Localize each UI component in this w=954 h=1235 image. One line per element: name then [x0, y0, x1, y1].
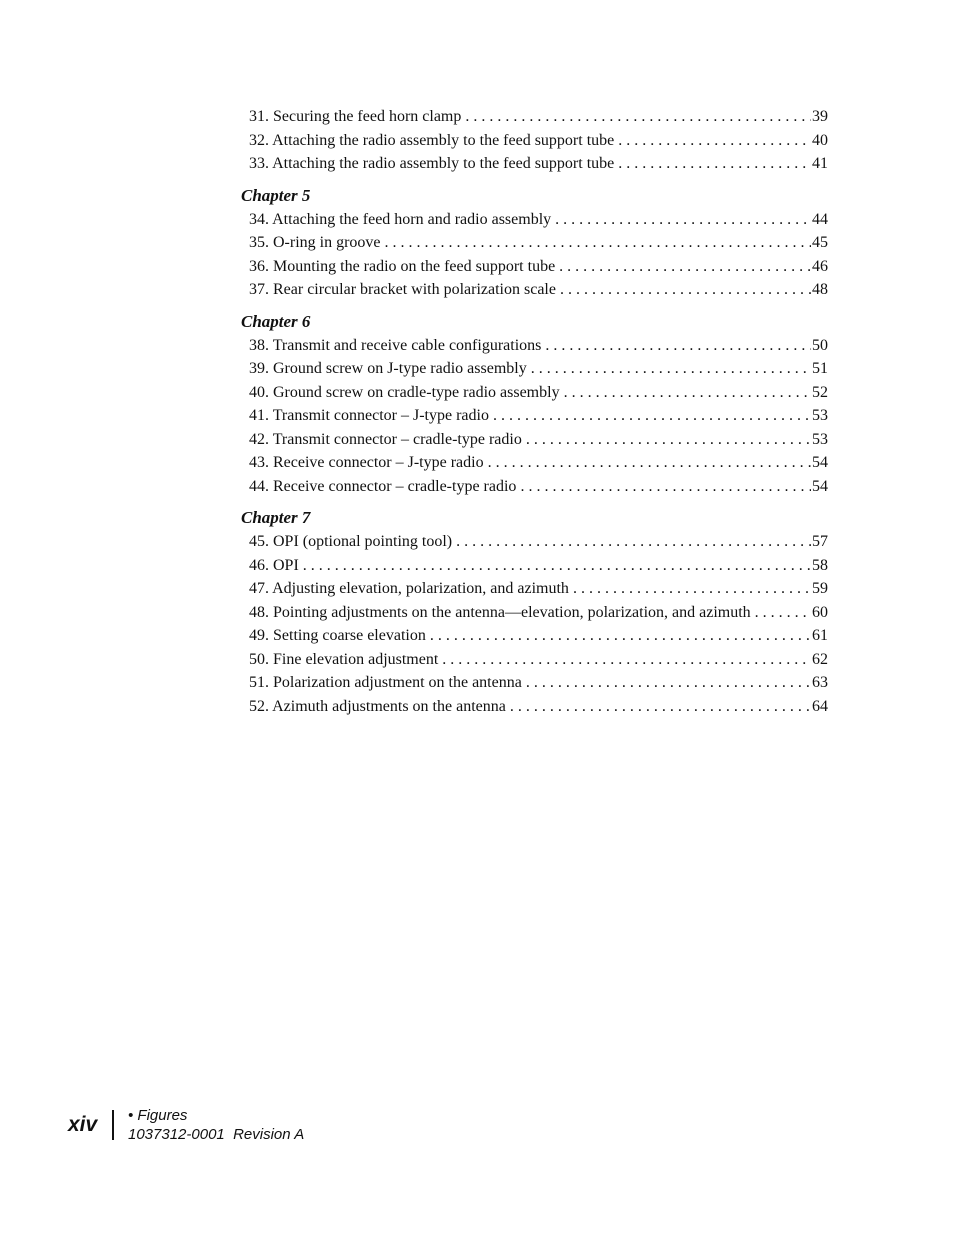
dot-leader [545, 334, 811, 358]
dot-leader [560, 278, 811, 302]
toc-entry[interactable] [241, 278, 828, 302]
dot-leader [559, 255, 811, 279]
toc-entry-label: 34. Attaching the feed horn and radio assembly [249, 210, 552, 228]
toc-entry-label: 39. Ground screw on J-type radio assembly [249, 360, 527, 377]
toc-entry-page: 46 [812, 257, 828, 275]
footer-section: • Figures [128, 1107, 188, 1124]
toc-entry-label: 37. Rear circular bracket with polarization scale [249, 281, 556, 298]
toc-entry[interactable] [241, 624, 828, 648]
toc-entry-label: 52. Azimuth adjustments on the antenna [249, 697, 506, 715]
toc-entry-label: 48. Pointing adjustments on the antenna—elevation, polarization, and azimuth [249, 603, 751, 621]
toc-entry-label: 50. Fine elevation adjustment [249, 650, 439, 668]
toc-entry-label: 47. Adjusting elevation, polarization, and azimuth [249, 580, 569, 597]
footer-divider [112, 1110, 114, 1140]
toc-entry-label: 40. Ground screw on cradle-type radio assembly [249, 383, 560, 401]
toc-entry-label: 44. Receive connector – cradle-type radio [249, 477, 517, 495]
toc-entry[interactable] [241, 208, 828, 232]
toc-entry-page: 61 [812, 627, 828, 644]
toc-entry[interactable] [241, 404, 828, 428]
toc-entry-label: 35. O-ring in groove [249, 234, 381, 251]
toc-entry-page: 64 [812, 697, 828, 715]
toc-entry-page: 44 [812, 210, 828, 228]
toc-entry[interactable] [241, 671, 828, 695]
toc-entry[interactable] [241, 475, 828, 499]
dot-leader [303, 554, 811, 578]
toc-entry-label: 33. Attaching the radio assembly to the feed support tube [249, 155, 615, 172]
toc-entry-label: 41. Transmit connector – J-type radio [249, 407, 489, 424]
dot-leader [618, 152, 811, 176]
chapter-heading: Chapter 6 [241, 311, 311, 331]
dot-leader [493, 404, 811, 428]
toc-entry[interactable] [241, 334, 828, 358]
toc-entry[interactable] [241, 152, 828, 176]
dot-leader [573, 577, 811, 601]
toc-entry-page: 57 [812, 533, 828, 550]
toc-entry[interactable] [241, 554, 828, 578]
dot-leader [531, 357, 811, 381]
toc-entry-page: 58 [812, 556, 828, 574]
toc-entry-label: 45. OPI (optional pointing tool) [249, 533, 453, 550]
toc-entry[interactable] [241, 255, 828, 279]
toc-entry-page: 59 [812, 580, 828, 597]
dot-leader [465, 105, 811, 129]
dot-leader [385, 231, 811, 255]
toc-entry-page: 50 [812, 336, 828, 354]
dot-leader [618, 129, 811, 153]
chapter-heading: Chapter 7 [241, 508, 311, 527]
dot-leader [520, 475, 811, 499]
toc-entry[interactable] [241, 129, 828, 153]
dot-leader [488, 451, 811, 475]
toc-entry-page: 54 [812, 454, 828, 471]
toc-entry-page: 62 [812, 650, 828, 668]
toc-entry[interactable] [241, 105, 828, 129]
toc-entry-label: 32. Attaching the radio assembly to the feed support tube [249, 131, 615, 149]
toc-entry-label: 42. Transmit connector – cradle-type radio [249, 430, 522, 448]
toc-entry[interactable] [241, 695, 828, 719]
toc-entry-page: 60 [812, 603, 828, 621]
footer-text [128, 1106, 304, 1144]
dot-leader [564, 381, 811, 405]
toc-entry-page: 51 [812, 360, 828, 377]
page-number: xiv [68, 1113, 98, 1136]
toc-entry-label: 49. Setting coarse elevation [249, 627, 426, 644]
dot-leader [430, 624, 811, 648]
toc-entry-page: 54 [812, 477, 828, 495]
table-of-figures [241, 105, 828, 718]
toc-entry[interactable] [241, 357, 828, 381]
dot-leader [526, 671, 811, 695]
toc-entry-page: 40 [812, 131, 828, 149]
toc-entry[interactable] [241, 530, 828, 554]
dot-leader [526, 428, 811, 452]
toc-entry-label: 51. Polarization adjustment on the antenna [249, 674, 522, 691]
toc-entry[interactable] [241, 451, 828, 475]
dot-leader [456, 530, 811, 554]
toc-entry-page: 63 [812, 674, 828, 691]
toc-entry-page: 52 [812, 383, 828, 401]
dot-leader [442, 648, 811, 672]
dot-leader [555, 208, 811, 232]
toc-entry[interactable] [241, 381, 828, 405]
toc-entry-page: 53 [812, 430, 828, 448]
toc-entry-page: 41 [812, 155, 828, 172]
toc-entry[interactable] [241, 648, 828, 672]
toc-entry-label: 46. OPI [249, 556, 299, 574]
toc-entry[interactable] [241, 601, 828, 625]
toc-entry-page: 53 [812, 407, 828, 424]
toc-entry-label: 36. Mounting the radio on the feed support tube [249, 257, 556, 275]
toc-entry-page: 45 [812, 234, 828, 251]
chapter-heading: Chapter 5 [241, 185, 311, 205]
footer-doc-id: 1037312-0001 Revision A [128, 1126, 305, 1143]
toc-entry-label: 38. Transmit and receive cable configurations [249, 336, 542, 354]
toc-entry-label: 31. Securing the feed horn clamp [249, 108, 462, 125]
dot-leader [755, 601, 811, 625]
toc-entry-label: 43. Receive connector – J-type radio [249, 454, 484, 471]
toc-entry[interactable] [241, 428, 828, 452]
toc-entry[interactable] [241, 577, 828, 601]
dot-leader [510, 695, 811, 719]
toc-entry-page: 39 [812, 108, 828, 125]
toc-entry-page: 48 [812, 281, 828, 298]
toc-entry[interactable] [241, 231, 828, 255]
